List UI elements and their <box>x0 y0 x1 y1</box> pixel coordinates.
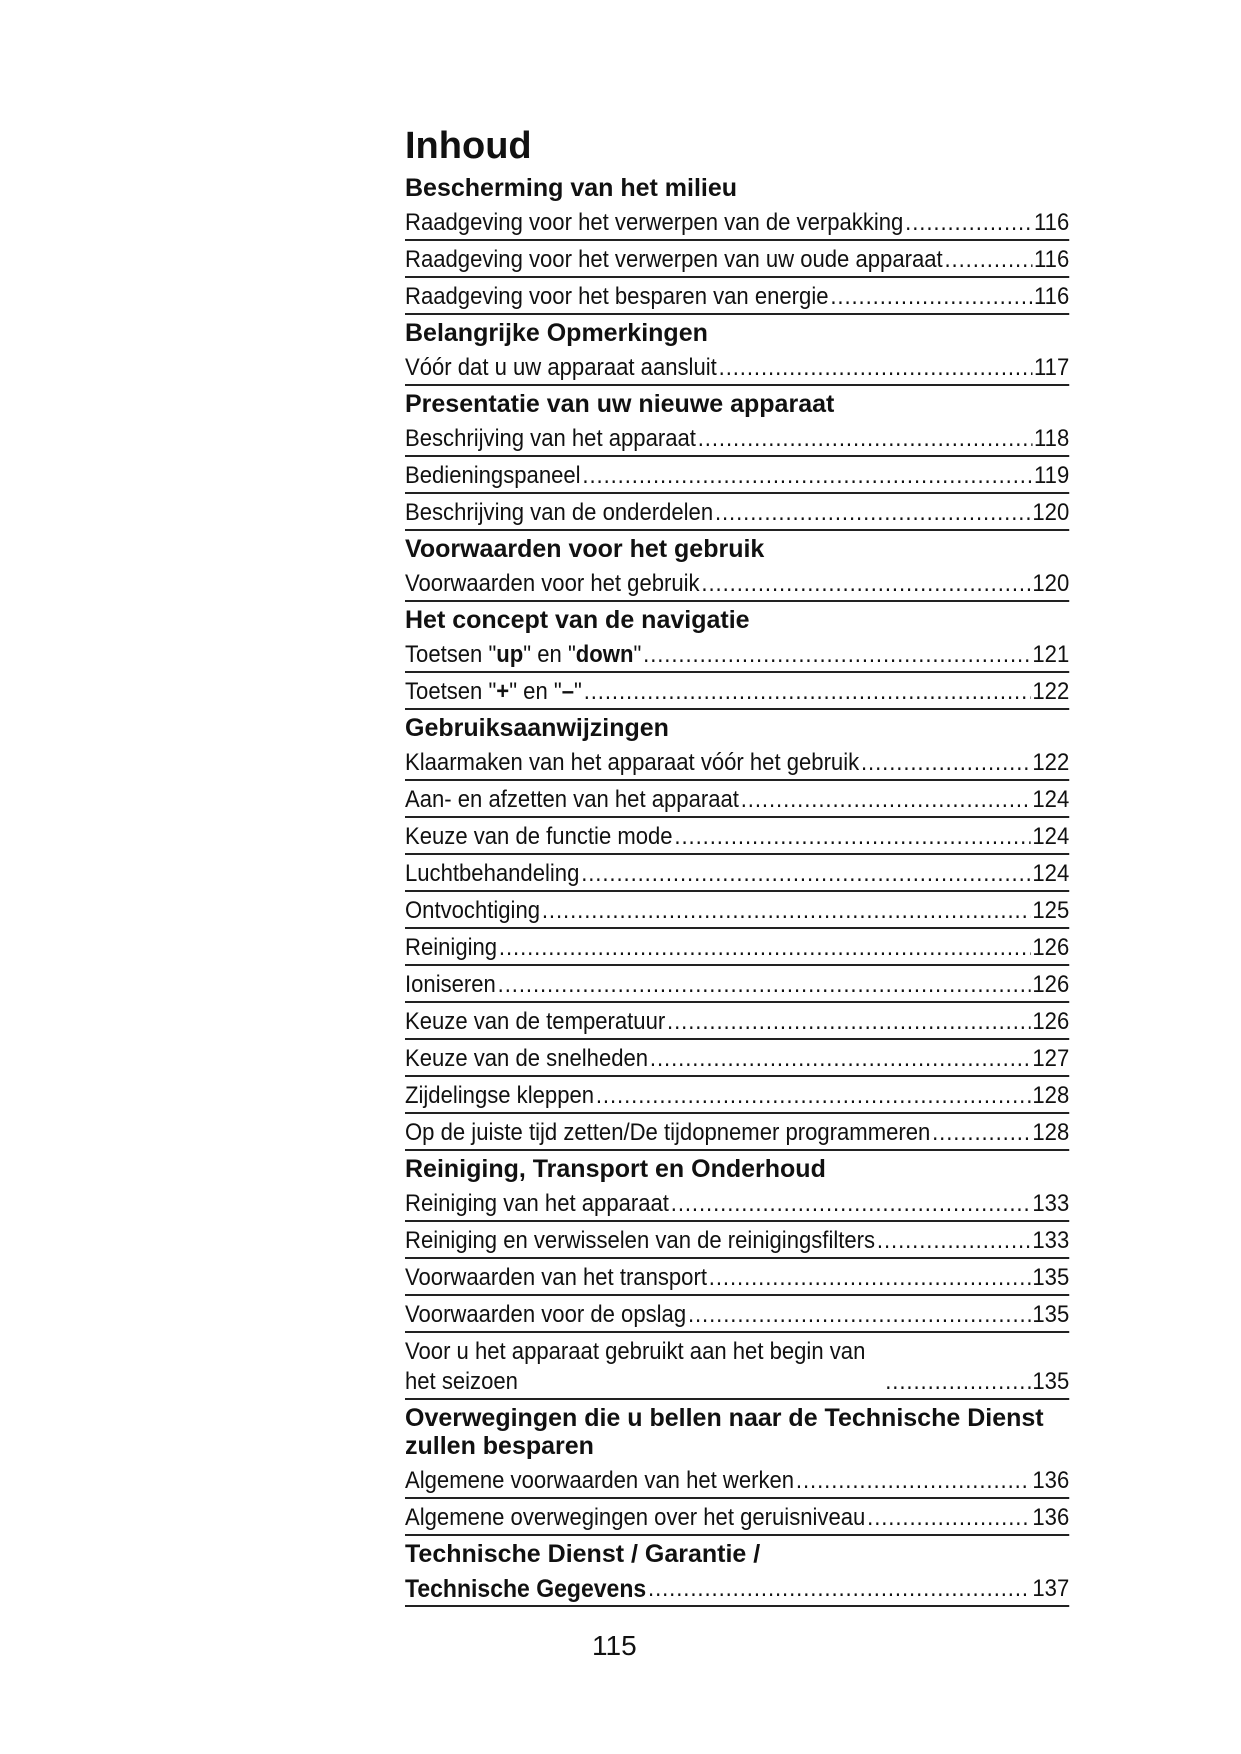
toc-entry[interactable] <box>405 892 1069 929</box>
toc-entry[interactable] <box>405 278 1069 315</box>
toc-entry[interactable] <box>405 494 1069 531</box>
toc-entry-label: Technische Gegevens <box>405 1575 647 1603</box>
toc-entry-label: Raadgeving voor het verwerpen van uw oude apparaat <box>405 246 943 273</box>
section-heading: Presentatie van uw nieuwe apparaat <box>405 390 835 418</box>
toc-entry-page: 121 <box>1032 641 1070 668</box>
toc-entry-label: Ontvochtiging <box>405 897 541 924</box>
toc-entry-page: 120 <box>1032 570 1070 597</box>
toc-entry-page: 136 <box>1032 1504 1070 1531</box>
toc-entry-label: Algemene voorwaarden van het werken <box>405 1467 795 1494</box>
toc-entry[interactable] <box>405 1040 1069 1077</box>
toc-entry-label: Op de juiste tijd zetten/De tijdopnemer programmeren <box>405 1119 931 1146</box>
dot-leader <box>643 646 1030 664</box>
section-heading: Technische Dienst / Garantie / <box>405 1540 761 1568</box>
toc-entry-page: 126 <box>1032 971 1070 998</box>
page-title: Inhoud <box>405 125 532 167</box>
toc-entry-page: 117 <box>1034 354 1070 381</box>
toc-entry-page: 126 <box>1032 1008 1070 1035</box>
section-heading: Voorwaarden voor het gebruik <box>405 535 765 563</box>
toc-entry-page: 120 <box>1032 499 1070 526</box>
dot-leader <box>596 1087 1031 1105</box>
dot-leader <box>499 939 1031 957</box>
dot-leader <box>701 575 1030 593</box>
toc-entry-page: 124 <box>1032 823 1070 850</box>
toc-entry-page: 136 <box>1032 1467 1070 1494</box>
toc-entry-page: 125 <box>1032 897 1070 924</box>
dot-leader <box>582 467 1032 485</box>
toc-entry-page: 124 <box>1032 786 1070 813</box>
toc-entry[interactable] <box>405 1570 1069 1607</box>
toc-entry-label: Algemene overwegingen over het geruisniveau <box>405 1504 866 1531</box>
toc-entry-page: 128 <box>1032 1119 1070 1146</box>
toc-entry-label: Toetsen "+" en "–" <box>405 678 582 705</box>
toc-entry[interactable] <box>405 349 1069 386</box>
toc-entry-page: 135 <box>1032 1264 1070 1291</box>
toc-entry-page: 135 <box>1032 1301 1070 1328</box>
toc-entry-label: Voorwaarden voor het gebruik <box>405 570 700 597</box>
table-of-contents <box>405 122 1070 1607</box>
dot-leader <box>709 1269 1031 1287</box>
toc-entry-label: Keuze van de temperatuur <box>405 1008 666 1035</box>
dot-leader <box>877 1232 1031 1250</box>
toc-entry[interactable] <box>405 1462 1069 1499</box>
dot-leader <box>542 902 1031 920</box>
dot-leader <box>867 1509 1030 1527</box>
dot-leader <box>671 1195 1031 1213</box>
dot-leader <box>719 359 1033 377</box>
dot-leader <box>650 1050 1031 1068</box>
toc-entry[interactable] <box>405 673 1069 710</box>
toc-entry-page: 133 <box>1032 1227 1070 1254</box>
toc-entry[interactable] <box>405 204 1069 241</box>
dot-leader <box>688 1306 1031 1324</box>
section-heading: Gebruiksaanwijzingen <box>405 714 669 742</box>
toc-entry[interactable] <box>405 1333 1069 1400</box>
toc-entry-label: Reiniging <box>405 934 498 961</box>
toc-entry-page: 116 <box>1034 209 1070 236</box>
toc-entry-label: Reiniging van het apparaat <box>405 1190 669 1217</box>
dot-leader <box>932 1124 1030 1142</box>
toc-entry-label: Luchtbehandeling <box>405 860 580 887</box>
toc-entry[interactable] <box>405 781 1069 818</box>
toc-entry-label: Vóór dat u uw apparaat aansluit <box>405 354 717 381</box>
toc-entry-label: Voorwaarden van het transport <box>405 1264 707 1291</box>
toc-entry[interactable] <box>405 420 1069 457</box>
dot-leader <box>584 683 1031 701</box>
section-heading: Belangrijke Opmerkingen <box>405 319 708 347</box>
toc-entry-page: 137 <box>1032 1575 1070 1602</box>
toc-entry-page: 118 <box>1034 425 1070 452</box>
toc-entry-page: 119 <box>1034 462 1070 489</box>
toc-entry[interactable] <box>405 636 1069 673</box>
toc-entry[interactable] <box>405 818 1069 855</box>
toc-entry-page: 135 <box>1032 1368 1070 1395</box>
section-heading: Overwegingen die u bellen naar de Technische Dienst zullen besparen <box>405 1404 1044 1460</box>
toc-entry-label: Aan- en afzetten van het apparaat <box>405 786 739 813</box>
toc-entry[interactable] <box>405 1259 1069 1296</box>
dot-leader <box>741 791 1031 809</box>
toc-entry-label: Beschrijving van de onderdelen <box>405 499 714 526</box>
toc-entry-label: Ioniseren <box>405 971 496 998</box>
dot-leader <box>905 214 1032 232</box>
dot-leader <box>715 504 1031 522</box>
toc-entry-page: 116 <box>1034 246 1070 273</box>
dot-leader <box>830 288 1032 306</box>
toc-entry[interactable] <box>405 1003 1069 1040</box>
toc-entry-page: 133 <box>1032 1190 1070 1217</box>
toc-entry[interactable] <box>405 565 1069 602</box>
toc-entry[interactable] <box>405 855 1069 892</box>
toc-entry-label: Beschrijving van het apparaat <box>405 425 696 452</box>
toc-sections <box>405 174 1070 1607</box>
dot-leader <box>944 251 1032 269</box>
toc-entry-label: Voorwaarden voor de opslag <box>405 1301 687 1328</box>
toc-entry-page: 122 <box>1032 678 1070 705</box>
toc-entry-label: Voor u het apparaat gebruikt aan het begin van het seizoen <box>405 1338 866 1395</box>
dot-leader <box>648 1580 1031 1598</box>
toc-entry-page: 128 <box>1032 1082 1070 1109</box>
dot-leader <box>674 828 1030 846</box>
dot-leader <box>581 865 1030 883</box>
toc-entry-label: Toetsen "up" en "down" <box>405 641 642 668</box>
toc-entry-page: 124 <box>1032 860 1070 887</box>
toc-entry-page: 116 <box>1034 283 1070 310</box>
toc-entry[interactable] <box>405 1185 1069 1222</box>
toc-entry-label: Zijdelingse kleppen <box>405 1082 595 1109</box>
dot-leader <box>667 1013 1031 1031</box>
toc-entry-label: Raadgeving voor het verwerpen van de verpakking <box>405 209 904 236</box>
toc-entry[interactable] <box>405 1077 1069 1114</box>
toc-entry-page: 126 <box>1032 934 1070 961</box>
dot-leader <box>498 976 1031 994</box>
toc-entry-label: Keuze van de functie mode <box>405 823 673 850</box>
toc-entry[interactable] <box>405 744 1069 781</box>
toc-entry-label: Bedieningspaneel <box>405 462 581 489</box>
section-heading: Het concept van de navigatie <box>405 606 750 634</box>
section-heading: Bescherming van het milieu <box>405 174 738 202</box>
toc-entry[interactable] <box>405 929 1069 966</box>
toc-entry-label: Raadgeving voor het besparen van energie <box>405 283 829 310</box>
toc-entry[interactable] <box>405 1222 1069 1259</box>
dot-leader <box>796 1472 1031 1490</box>
toc-entry[interactable] <box>405 1114 1069 1151</box>
toc-entry[interactable] <box>405 1296 1069 1333</box>
dot-leader <box>698 430 1032 448</box>
toc-entry[interactable] <box>405 241 1069 278</box>
dot-leader <box>861 754 1031 772</box>
dot-leader <box>885 1373 1030 1391</box>
section-heading: Reiniging, Transport en Onderhoud <box>405 1155 826 1183</box>
toc-entry-label: Reiniging en verwisselen van de reinigingsfilters <box>405 1227 876 1254</box>
toc-entry[interactable] <box>405 1499 1069 1536</box>
toc-entry-page: 127 <box>1032 1045 1070 1072</box>
page-number: 115 <box>592 1630 637 1661</box>
toc-entry-label: Keuze van de snelheden <box>405 1045 649 1072</box>
toc-entry-label: Klaarmaken van het apparaat vóór het gebruik <box>405 749 860 776</box>
toc-entry-page: 122 <box>1032 749 1070 776</box>
toc-entry[interactable] <box>405 966 1069 1003</box>
toc-entry[interactable] <box>405 457 1069 494</box>
